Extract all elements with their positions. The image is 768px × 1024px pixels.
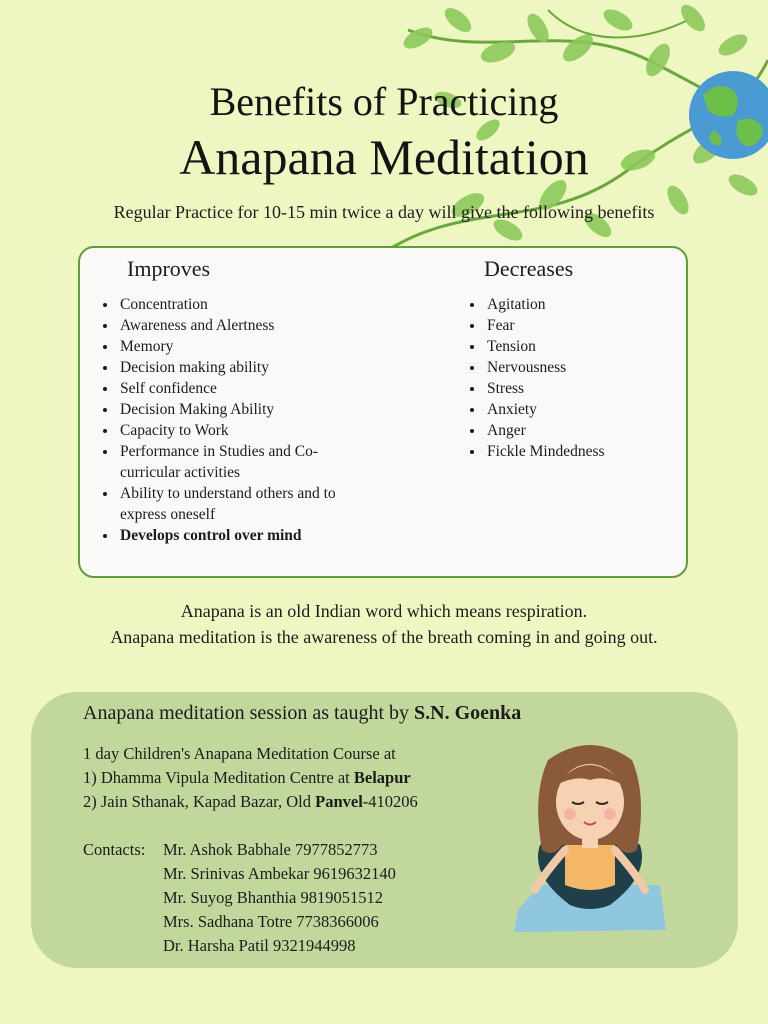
improves-item: • Decision Making Ability — [118, 399, 378, 420]
contact-entry: Dr. Harsha Patil 9321944998 — [163, 936, 356, 955]
page-title: Anapana Meditation — [179, 129, 589, 185]
improves-item: • Self confidence — [118, 378, 378, 399]
session-title-prefix: Anapana meditation session as taught by — [83, 702, 415, 724]
contact-row — [83, 862, 396, 886]
contacts-label — [83, 934, 163, 958]
improves-item: • Concentration — [118, 294, 378, 315]
improves-list — [102, 294, 378, 546]
contact-entry: Mrs. Sadhana Totre 7738366006 — [163, 912, 379, 931]
improves-item: • Awareness and Alertness — [118, 315, 378, 336]
definition-line-2: Anapana meditation is the awareness of the breath coming in and going out. — [110, 627, 658, 647]
improves-item: • Develops control over mind — [118, 525, 378, 546]
contacts-list — [83, 838, 396, 958]
venue-2: 2) Jain Sthanak, Kapad Bazar, Old Panvel-410206 — [83, 792, 418, 811]
decreases-item: • Fickle Mindedness — [485, 441, 685, 462]
venue-1: 1) Dhamma Vipula Meditation Centre at Belapur — [83, 768, 411, 787]
contact-entry: Mr. Srinivas Ambekar 9619632140 — [163, 864, 396, 883]
decreases-item: • Anxiety — [485, 399, 685, 420]
decreases-list — [469, 294, 685, 462]
subtitle: Regular Practice for 10-15 min twice a day will give the following benefits — [113, 202, 655, 222]
contact-row — [83, 838, 396, 862]
contact-row — [83, 910, 396, 934]
course-intro: 1 day Children's Anapana Meditation Course at — [83, 744, 396, 763]
improves-item: • Performance in Studies and Co-curricular activities — [118, 441, 378, 483]
contact-row — [83, 934, 396, 958]
definition-line-1: Anapana is an old Indian word which means respiration. — [180, 601, 588, 621]
session-title — [83, 702, 521, 725]
improves-item: • Decision making ability — [118, 357, 378, 378]
teacher-name: S.N. Goenka — [414, 702, 522, 724]
improves-heading: Improves — [127, 256, 211, 281]
decreases-item: • Tension — [485, 336, 685, 357]
decreases-item: • Stress — [485, 378, 685, 399]
definition-text — [70, 598, 698, 650]
decreases-item: • Agitation — [485, 294, 685, 315]
benefits-box — [78, 246, 688, 578]
contacts-label — [83, 886, 163, 910]
contact-entry: Mr. Ashok Babhale 7977852773 — [163, 840, 378, 859]
contacts-label: Contacts: — [83, 840, 146, 859]
meditating-girl-icon — [510, 740, 670, 940]
contacts-label — [83, 862, 163, 886]
contact-row — [83, 886, 396, 910]
improves-item: • Capacity to Work — [118, 420, 378, 441]
contacts-label — [83, 910, 163, 934]
decreases-item: • Anger — [485, 420, 685, 441]
decreases-heading: Decreases — [484, 256, 574, 281]
improves-item: • Memory — [118, 336, 378, 357]
course-info — [83, 742, 418, 814]
title-line-1: Benefits of Practicing — [209, 79, 559, 124]
contact-entry: Mr. Suyog Bhanthia 9819051512 — [163, 888, 384, 907]
decreases-item: • Fear — [485, 315, 685, 336]
decreases-item: • Nervousness — [485, 357, 685, 378]
improves-item: • Ability to understand others and to express oneself — [118, 483, 378, 525]
